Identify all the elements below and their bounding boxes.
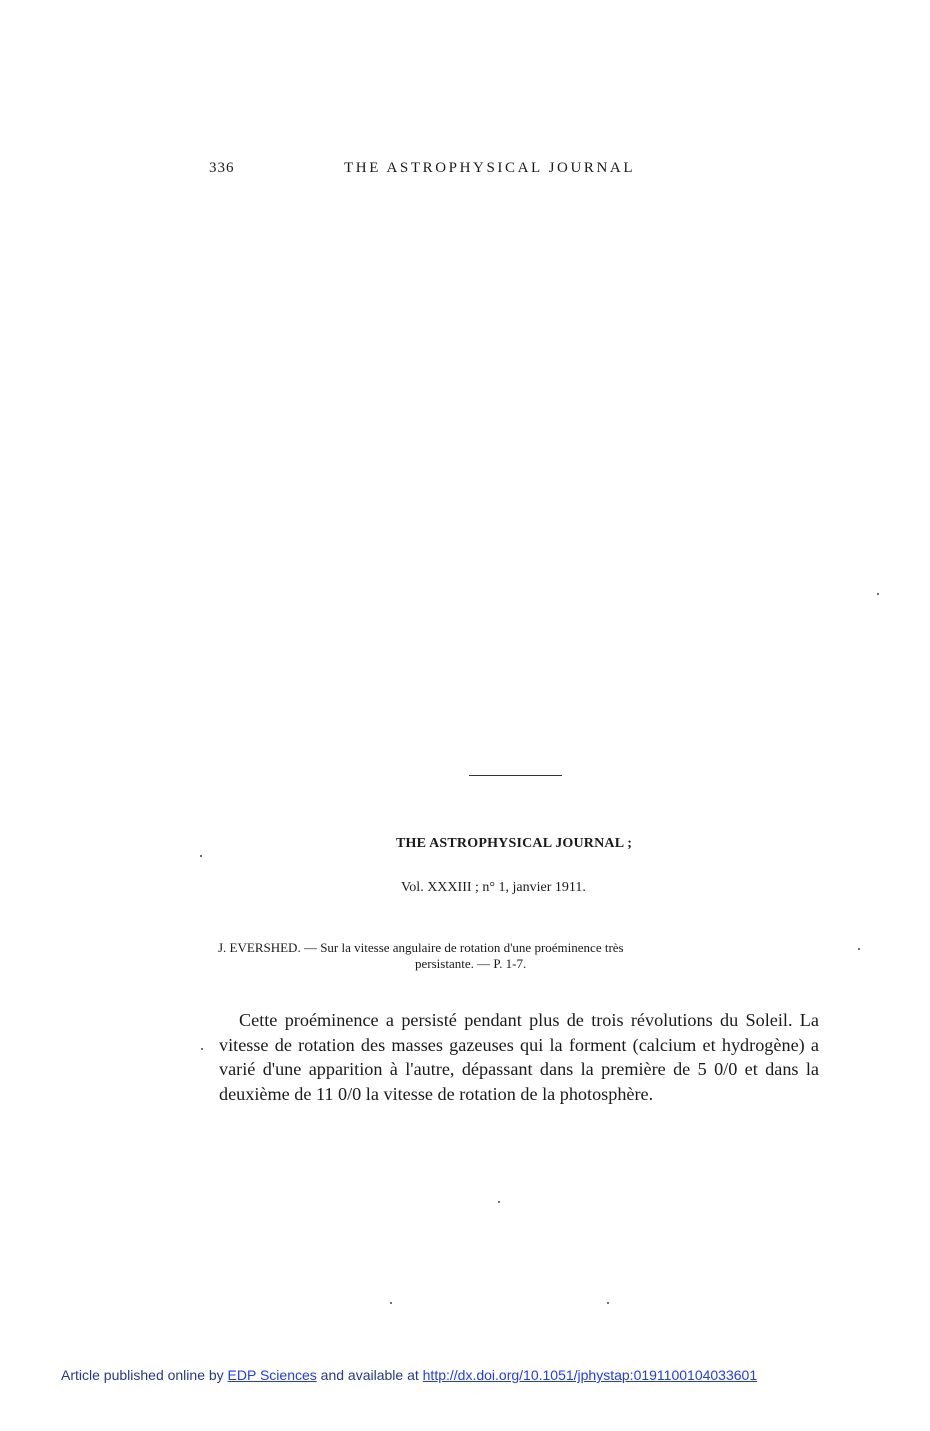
publication-footer [61,1367,757,1383]
journal-running-title: THE ASTROPHYSICAL JOURNAL [344,160,636,176]
footer-prefix: Article published online by [61,1367,224,1383]
scan-speck [498,1201,500,1203]
abstract-paragraph: Cette proéminence a persisté pendant plus de trois révolutions du Soleil. La vitesse de rotation des masses gazeuses qui la forment (calcium et hydrogène) a varié d'une apparition à l'autre, dépassant dans la première de 5 0/0 et dans la deuxième de 11 0/0 la vitesse de rotation de la photosphère. [219,1010,819,1104]
publisher-link[interactable]: EDP Sciences [227,1367,317,1383]
scan-speck [607,1302,609,1304]
section-title: THE ASTROPHYSICAL JOURNAL ; [396,836,633,851]
scan-speck [858,948,860,950]
doi-link[interactable]: http://dx.doi.org/10.1051/jphystap:0191100104033601 [422,1367,758,1383]
issue-line: Vol. XXXIII ; n° 1, janvier 1911. [401,880,586,895]
scan-speck [390,1302,392,1304]
reference-line-2: persistante. — P. 1-7. [415,956,527,971]
scan-speck [877,593,879,595]
section-divider [469,775,562,776]
reference-entry [218,940,818,972]
reference-line-1: J. EVERSHED. — Sur la vitesse angulaire de rotation d'une proéminence très [218,940,624,955]
running-head [209,160,669,182]
scan-speck [201,1048,203,1050]
footer-middle: and available at [320,1367,419,1383]
scan-speck [200,855,202,857]
page-number: 336 [209,160,235,176]
abstract-body [219,1008,819,1106]
